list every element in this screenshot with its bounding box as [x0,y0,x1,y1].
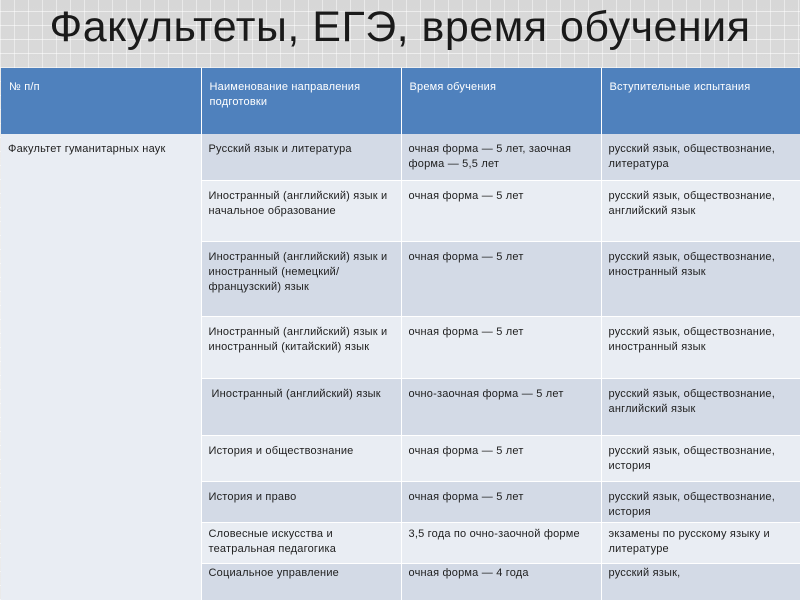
header-duration: Время обучения [401,68,601,134]
program-name: Иностранный (английский) язык и иностранный (немецкий/французский) язык [201,241,401,316]
entrance-exams: русский язык, обществознание, литература [601,134,800,180]
study-duration: очная форма — 5 лет, заочная форма — 5,5 лет [401,134,601,180]
table-row [1,134,800,180]
study-duration: очная форма — 4 года [401,563,601,600]
program-name: История и обществознание [201,435,401,481]
entrance-exams: русский язык, обществознание, иностранный язык [601,316,800,378]
program-name: Иностранный (английский) язык [201,378,401,435]
header-program: Наименование направления подготовки [201,68,401,134]
entrance-exams: русский язык, обществознание, английский язык [601,378,800,435]
program-name: Социальное управление [201,563,401,600]
entrance-exams: русский язык, обществознание, английский язык [601,180,800,241]
entrance-exams: экзамены по русскому языку и литературе [601,522,800,563]
faculty-cell: Факультет гуманитарных наук [1,134,201,600]
entrance-exams: русский язык, обществознание, история [601,435,800,481]
header-number: № п/п [1,68,201,134]
header-exams: Вступительные испытания [601,68,800,134]
programs-table-container [1,68,800,600]
entrance-exams: русский язык, обществознание, история [601,481,800,522]
study-duration: очная форма — 5 лет [401,481,601,522]
program-name: Иностранный (английский) язык и начальное образование [201,180,401,241]
table-header-row [1,68,800,134]
program-name: Русский язык и литература [201,134,401,180]
program-name: Словесные искусства и театральная педагогика [201,522,401,563]
program-name: История и право [201,481,401,522]
study-duration: очная форма — 5 лет [401,316,601,378]
study-duration: очная форма — 5 лет [401,180,601,241]
programs-table [1,68,800,600]
slide-title: Факультеты, ЕГЭ, время обучения [49,3,751,51]
study-duration: очная форма — 5 лет [401,241,601,316]
study-duration: 3,5 года по очно-заочной форме [401,522,601,563]
program-name: Иностранный (английский) язык и иностранный (китайский) язык [201,316,401,378]
study-duration: очно-заочная форма — 5 лет [401,378,601,435]
entrance-exams: русский язык, [601,563,800,600]
study-duration: очная форма — 5 лет [401,435,601,481]
entrance-exams: русский язык, обществознание, иностранный язык [601,241,800,316]
